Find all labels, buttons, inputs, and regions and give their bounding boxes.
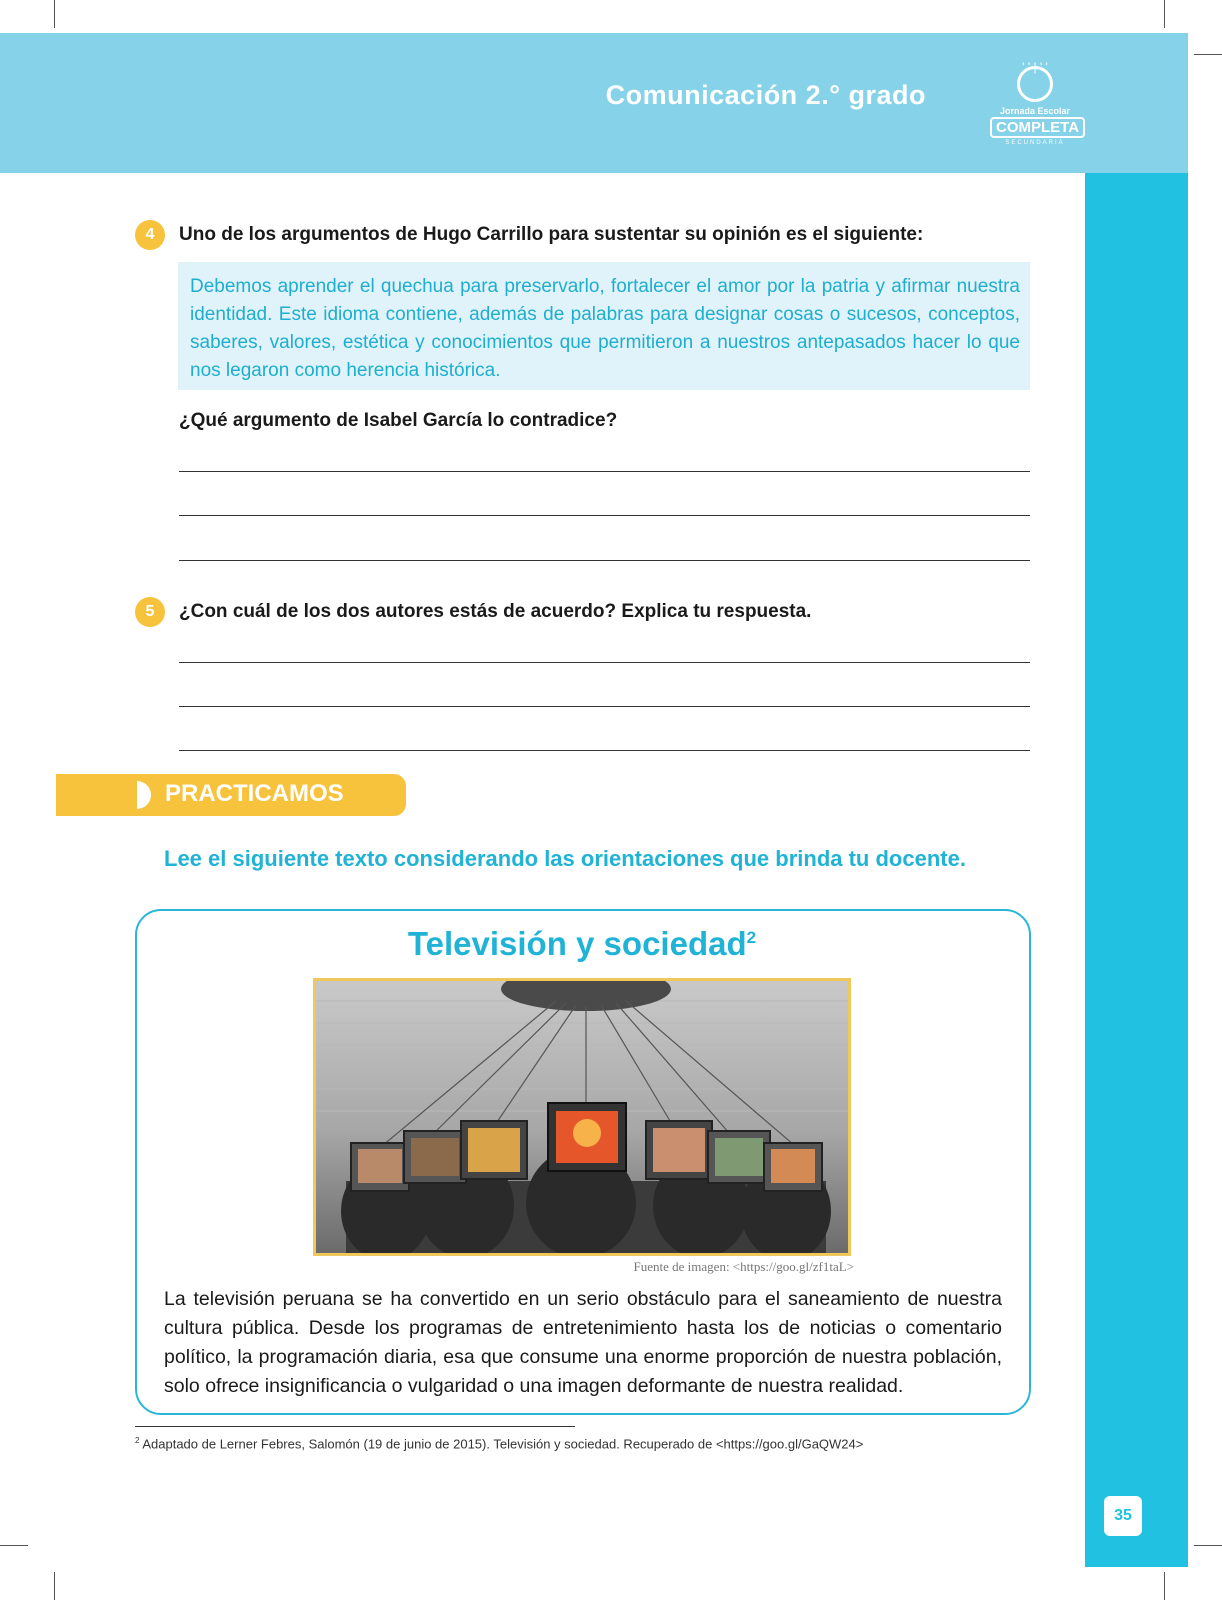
crop-mark	[54, 0, 55, 28]
logo-line-2: COMPLETA	[990, 117, 1085, 138]
reading-body-text: La televisión peruana se ha convertido en un serio obstáculo para el saneamiento de nuestra cultura pública. Desde los programas de entretenimiento hasta los de noticias o comentario político, la programación diaria, esa que consume una enorme proporción de nuestra población, solo ofrece insignificancia o vulgaridad o una imagen deformante de nuestra realidad.	[164, 1288, 1002, 1397]
question-prompt: ¿Con cuál de los dos autores estás de acuerdo? Explica tu respuesta.	[179, 601, 812, 622]
logo-line-3: SECUNDARIA	[1005, 140, 1065, 146]
answer-line[interactable]	[179, 662, 1030, 663]
logo-line-1: Jornada Escolar	[999, 106, 1071, 116]
crop-mark	[0, 1545, 28, 1546]
reading-instruction: Lee el siguiente texto considerando las orientaciones que brinda tu docente.	[164, 846, 966, 871]
reading-title-footnote-marker: 2	[746, 928, 757, 947]
sun-rays-icon: ' ' | ' '	[1022, 60, 1048, 74]
footnote-divider	[135, 1426, 575, 1427]
side-bar	[1085, 173, 1188, 1567]
header-title: Comunicación 2.° grado	[605, 80, 926, 110]
jornada-escolar-logo	[990, 60, 1080, 155]
reading-title	[0, 925, 1164, 963]
answer-line[interactable]	[179, 750, 1030, 751]
crop-mark	[1164, 0, 1165, 28]
reading-title-text: Televisión y sociedad	[407, 925, 747, 962]
question-number-badge: 4	[135, 220, 165, 250]
footnote	[135, 1436, 863, 1451]
question-number-badge: 5	[135, 597, 165, 627]
question-prompt: Uno de los argumentos de Hugo Carrillo para sustentar su opinión es el siguiente:	[179, 224, 924, 245]
crop-mark	[1194, 54, 1222, 55]
answer-line[interactable]	[179, 560, 1030, 561]
image-source-credit: Fuente de imagen: <https://goo.gl/zf1taL>	[633, 1259, 854, 1274]
page-number: 35	[1104, 1496, 1142, 1536]
crop-mark	[54, 1572, 55, 1600]
section-label: PRACTICAMOS	[165, 780, 344, 807]
crop-mark	[1164, 1572, 1165, 1600]
tv-heads-illustration	[313, 978, 851, 1256]
answer-line[interactable]	[179, 471, 1030, 472]
crop-mark	[1194, 1545, 1222, 1546]
answer-line[interactable]	[179, 515, 1030, 516]
quote-text: Debemos aprender el quechua para preservarlo, fortalecer el amor por la patria y afirmar nuestra identidad. Este idioma contiene, además de palabras para designar cosas o sucesos, conceptos, saberes, valores, estética y conocimientos que permitieron a nuestros antepasados hacer lo que nos legaron como herencia histórica.	[190, 276, 1020, 381]
footnote-marker: 2	[135, 1436, 140, 1445]
tv-heads-illustration-svg	[316, 981, 848, 1253]
footnote-text: Adaptado de Lerner Febres, Salomón (19 de junio de 2015). Televisión y sociedad. Recuperado de <https://goo.gl/GaQW24>	[142, 1436, 864, 1452]
answer-line[interactable]	[179, 706, 1030, 707]
question-subprompt: ¿Qué argumento de Isabel García lo contradice?	[179, 410, 618, 431]
sun-icon	[1017, 66, 1053, 102]
